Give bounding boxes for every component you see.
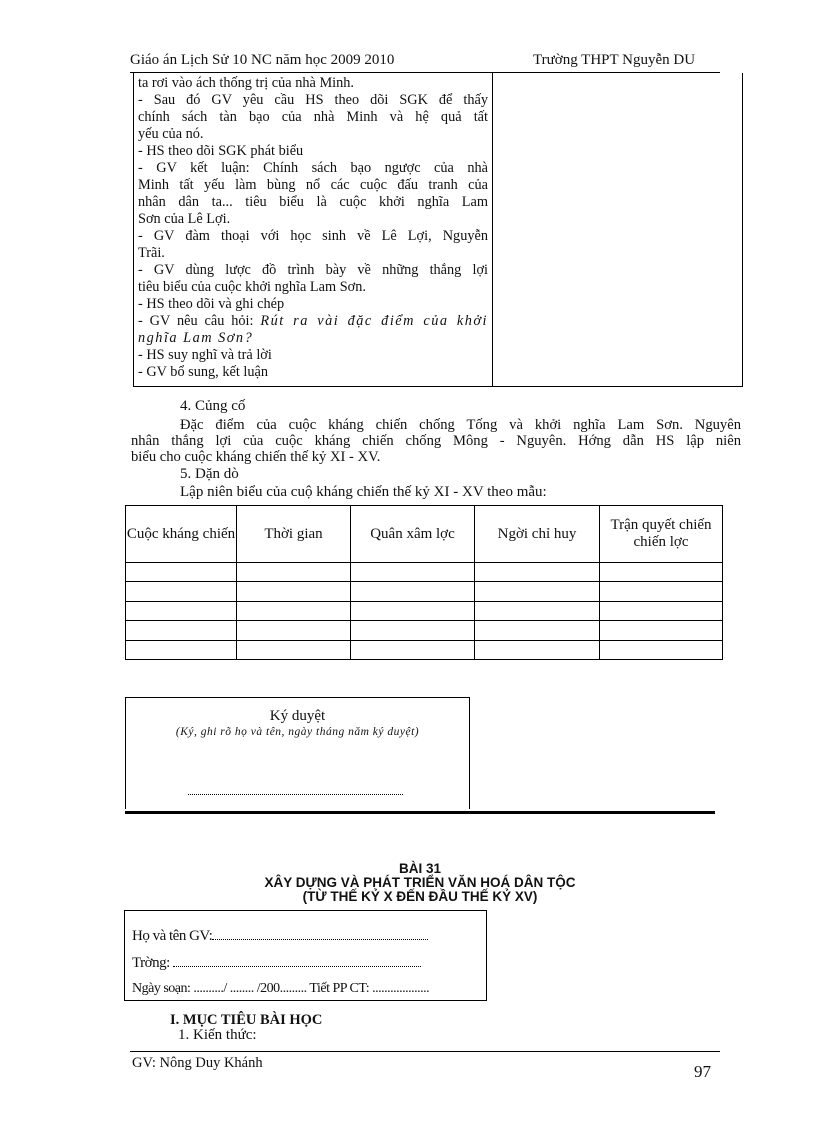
school-field: Trờng:: [132, 955, 421, 972]
signature-line: [188, 794, 403, 795]
col-header: Trận quyết chiến chiến lợc: [600, 506, 723, 563]
activity-line: - GV đàm thoại với học sinh về Lê Lợi, Nguyễn: [138, 228, 488, 244]
question-line: - GV nêu câu hỏi: Rút ra vài đặc điểm của khởi: [138, 313, 488, 329]
lesson-number: BÀI 31: [398, 861, 442, 876]
section-4-title: 4. Củng cố: [180, 398, 246, 414]
activity-line: - GV bổ sung, kết luận: [138, 364, 268, 380]
footer-rule: [130, 1051, 720, 1052]
activity-line: nhân dân ta... tiêu biểu là cuộc khởi nghĩa Lam: [138, 194, 488, 210]
section-5-body: Lập niên biểu của cuộ kháng chiến thế kỷ XI - XV theo mẫu:: [180, 484, 547, 500]
objectives-heading: I. MỤC TIÊU BÀI HỌC: [170, 1012, 323, 1028]
footer-teacher: GV: Nông Duy Khánh: [132, 1055, 263, 1071]
activity-line: - GV kết luận: Chính sách bạo ngược của nhà: [138, 160, 488, 176]
activity-line: Sơn của Lê Lợi.: [138, 211, 231, 227]
col-header: Ngời chỉ huy: [475, 506, 600, 563]
header-right: Trường THPT Nguyễn DU: [533, 52, 696, 68]
header-left: Giáo án Lịch Sử 10 NC năm học 2009 2010: [130, 52, 395, 68]
activity-line: - HS theo dõi và ghi chép: [138, 296, 285, 312]
activity-line: chính sách tàn bạo của nhà Minh và hệ quả tất: [138, 109, 488, 125]
objectives-sub: 1. Kiến thức:: [178, 1027, 257, 1043]
table-row: [126, 582, 723, 601]
question-italic: Rút ra vài đặc điểm của khởi: [260, 313, 488, 329]
teacher-name-field: Họ và tên GV:: [132, 928, 428, 945]
activity-line: Minh tất yếu làm bùng nổ các cuộc đấu tranh của: [138, 177, 488, 193]
table-row: [126, 640, 723, 659]
col-header: Cuộc kháng chiến: [126, 506, 237, 563]
approval-box: [125, 697, 470, 809]
activity-line: tiêu biểu của cuộc khởi nghĩa Lam Sơn.: [138, 279, 366, 295]
activity-line: Trãi.: [138, 245, 165, 261]
col-header: Thời gian: [237, 506, 351, 563]
chronology-table: [125, 505, 723, 660]
lesson-subtitle: (TỪ THẾ KỶ X ĐẾN ĐẦU THẾ KỶ XV): [302, 889, 538, 904]
activity-line: - HS theo dõi SGK phát biểu: [138, 143, 304, 159]
section-4-body: Đặc điểm của cuộc kháng chiến chống Tống và khởi nghĩa Lam Sơn. Nguyên nhân thắng lợi của cuộc kháng chiến chống Mông - Nguyên. Hớng dẫn HS lập niên biểu cho cuộc kháng chiến thế kỷ XI - XV.: [131, 417, 741, 465]
page-number: 97: [694, 1062, 711, 1081]
col-header: Quân xâm lợc: [351, 506, 475, 563]
activity-line: - Sau đó GV yêu cầu HS theo dõi SGK để thấy: [138, 92, 488, 108]
activity-text: [138, 75, 488, 381]
date-field: Ngày soạn: ........../ ........ /200......... Tiết PP CT: ...................: [132, 981, 430, 996]
activity-line: - GV dùng lược đồ trình bày về những thắng lợi: [138, 262, 488, 278]
approval-subtitle: (Ký, ghi rõ họ và tên, ngày tháng năm ký duyệt): [175, 726, 420, 738]
table-row: [126, 563, 723, 582]
section-5-title: 5. Dặn dò: [180, 466, 239, 482]
question-italic-cont: nghĩa Lam Sơn?: [138, 330, 254, 346]
table-row: [126, 601, 723, 620]
activity-line: yếu của nó.: [138, 126, 204, 142]
approval-title: Ký duyệt: [269, 708, 326, 724]
table-row: [126, 621, 723, 640]
teacher-info-box: [124, 910, 487, 1001]
lesson-title: XÂY DỰNG VÀ PHÁT TRIỂN VĂN HOÁ DÂN TỘC: [264, 875, 576, 890]
activity-line: - HS suy nghĩ và trả lời: [138, 347, 272, 363]
activity-line: ta rơi vào ách thống trị của nhà Minh.: [138, 75, 354, 91]
section-divider: [125, 811, 715, 814]
